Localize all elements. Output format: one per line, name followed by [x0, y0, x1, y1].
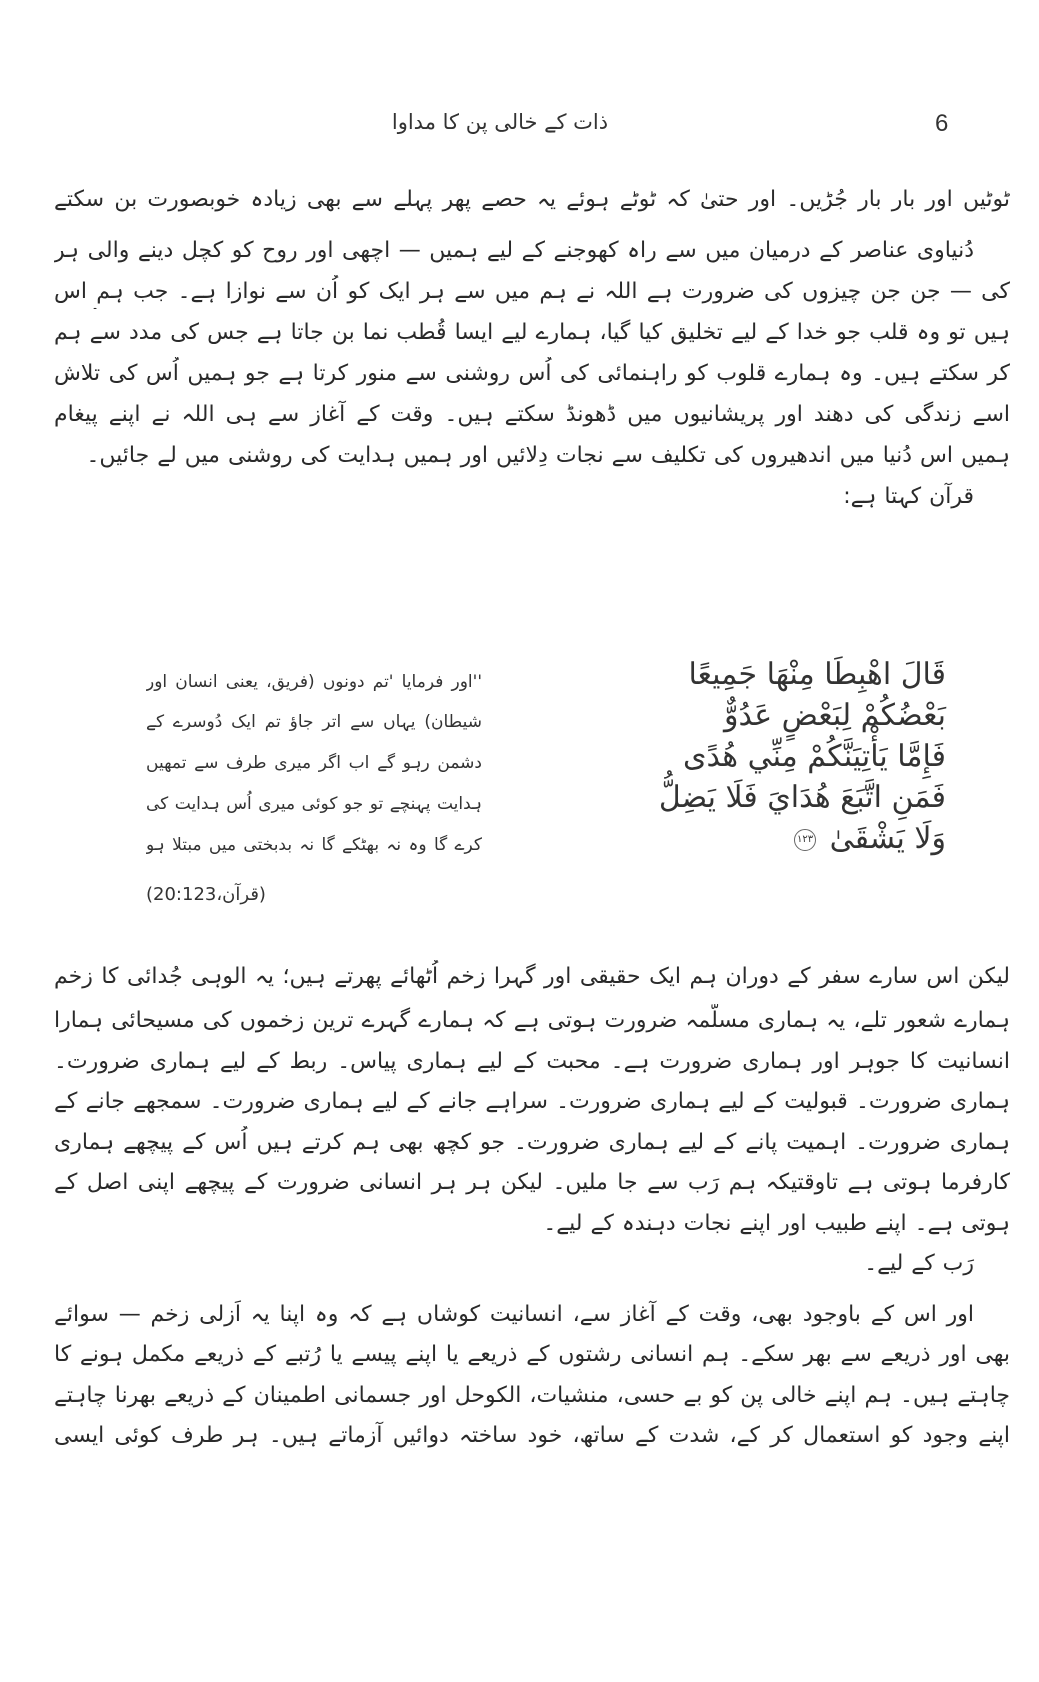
arabic-verse-line: فَإِمَّا يَأْتِيَنَّكُمْ مِنِّي هُدًى — [683, 739, 946, 774]
text-line: کارفرما ہوتی ہے تاوقتیکہ ہم رَب سے جا ملیں۔ لیکن ہر ہر انسانی ضرورت کے پیچھے اپنی اصل کے — [54, 1170, 1010, 1195]
text-line: ہیں تو وہ قلب جو خدا کے لیے تخلیق کیا گیا، ہمارے لیے ایسا قُطب نما بن جاتا ہے جس کی مدد سے ہم — [54, 320, 1010, 345]
text-line: ہمیں اس دُنیا میں اندھیروں کی تکلیف سے نجات دِلائیں اور ہمیں ہدایت کی روشنی میں لے جائیں۔ — [86, 443, 1010, 468]
arabic-verse-line: فَمَنِ اتَّبَعَ هُدَايَ فَلَا يَضِلُّ — [658, 780, 946, 815]
translation-line: کرے گا وہ نہ بھٹکے گا نہ بدبختی میں مبتلا ہو — [146, 835, 482, 855]
translation-line: ''اور فرمایا 'تم دونوں (فریق، یعنی انسان اور — [146, 672, 482, 692]
text-line: بھی اور ذریعے سے بھر سکے۔ ہم انسانی رشتوں کے ذریعے یا اپنے پیسے یا رُتبے کے ذریعے مکمل ہونے کا — [54, 1342, 1010, 1367]
arabic-verse-line: بَعْضُكُمْ لِبَعْضٍ عَدُوٌّ — [724, 698, 946, 733]
arabic-verse-last-line — [556, 819, 946, 861]
text-line: ہماری ضرورت۔ قبولیت کے لیے ہماری ضرورت۔ سراہے جانے کے لیے ہماری ضرورت۔ سمجھے جانے کے — [54, 1089, 1010, 1114]
text-line: رَب کے لیے۔ — [864, 1251, 974, 1276]
text-line: اور اس کے باوجود بھی، وقت کے آغاز سے، انسانیت کوشاں ہے کہ وہ اپنا یہ اَزلی زخم — سوائے — [54, 1302, 974, 1327]
text-line: کی — جن جن چیزوں کی ضرورت ہے اللہ نے ہم میں سے ہر ایک کو اُن سے نوازا ہے۔ جب ہم اس — [54, 279, 1010, 304]
text-line: اسے زندگی کی دھند اور پریشانیوں میں ڈھونڈ سکتے ہیں۔ وقت کے آغاز سے ہی اللہ نے اپنے پیغام — [54, 402, 1010, 427]
text-line: انسانیت کا جوہر اور ہماری ضرورت ہے۔ محبت کے لیے ہماری پیاس۔ ربط کے لیے ہماری ضرورت۔ — [54, 1049, 1010, 1074]
text-line: اپنے وجود کو استعمال کر کے، شدت کے ساتھ، خود ساختہ دوائیں آزماتے ہیں۔ ہر طرف کوئی ایسی — [54, 1423, 1010, 1448]
text-line: لیکن اس سارے سفر کے دوران ہم ایک حقیقی اور گہرا زخم اُٹھائے پھرتے ہیں؛ یہ الوہی جُدائی کا زخم — [54, 964, 1010, 989]
arabic-verse-line: وَلَا يَشْقَىٰ — [829, 821, 946, 856]
translation-line: شیطان) یہاں سے اتر جاؤ تم ایک دُوسرے کے — [146, 712, 482, 732]
text-line: ہماری ضرورت۔ اہمیت پانے کے لیے ہماری ضرورت۔ جو کچھ بھی ہم کرتے ہیں اُس کے پیچھے ہماری — [54, 1130, 1010, 1155]
text-line: کر سکتے ہیں۔ وہ ہمارے قلوب کو راہنمائی کی اُس روشنی سے منور کرتا ہے جو ہمیں اُس کی تلاش — [54, 361, 1010, 386]
arabic-verse-line: قَالَ اهْبِطَا مِنْهَا جَمِيعًا — [688, 657, 946, 692]
ayah-number-icon: ١٢٣ — [794, 829, 816, 851]
text-line: ٹوٹیں اور بار بار جُڑیں۔ اور حتیٰ کہ ٹوٹے ہوئے یہ حصے پھر پہلے سے بھی زیادہ خوبصورت بن سکتے — [54, 187, 1010, 212]
text-line: دُنیاوی عناصر کے درمیان میں سے راہ کھوجنے کے لیے ہمیں — اچھی اور روح کو کچل دینے والی ہر — [54, 238, 974, 263]
translation-line: دشمن رہو گے اب اگر میری طرف سے تمھیں — [146, 753, 482, 773]
text-line: قرآن کہتا ہے: — [843, 484, 974, 509]
text-line: ہوتی ہے۔ اپنے طبیب اور اپنے نجات دہندہ کے لیے۔ — [543, 1211, 1010, 1236]
text-line: چاہتے ہیں۔ ہم اپنے خالی پن کو بے حسی، منشیات، الکوحل اور جسمانی اطمینان کے ذریعے بھرنا چاہتے — [54, 1383, 1010, 1408]
page-number: 6 — [935, 110, 949, 137]
verse-citation: (قرآن،20:123) — [146, 884, 266, 905]
text-line: ہمارے شعور تلے، یہ ہماری مسلّمہ ضرورت ہوتی ہے کہ ہمارے گہرے ترین زخموں کی مسیحائی ہمارا — [54, 1008, 1010, 1033]
translation-line: ہدایت پہنچے تو جو کوئی میری اُس ہدایت کی — [146, 794, 482, 814]
running-title: ذات کے خالی پن کا مداوا — [391, 110, 609, 134]
